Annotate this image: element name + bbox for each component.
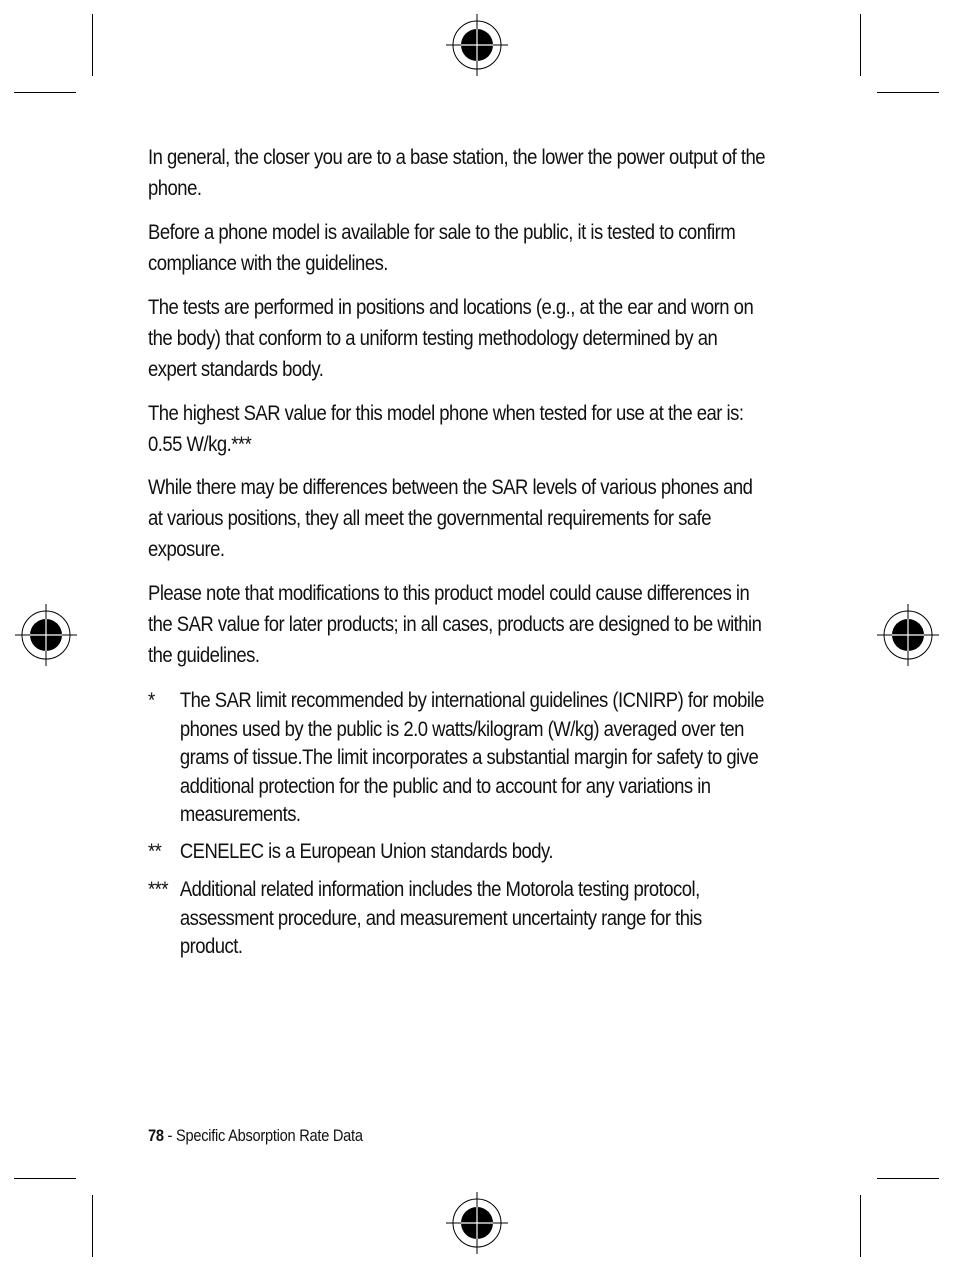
footnote-text: The SAR limit recommended by international guidelines (ICNIRP) for mobile phones used by the public is 2.0 watts/kilogram (W/kg) averaged over ten grams of tissue.The limit incorporates a substantial margin for safety to give additional protection for the public and to account for any variations in measurements. [179,688,764,826]
registration-mark-right-icon [877,604,939,666]
footnote-text: CENELEC is a European Union standards body. [179,839,553,863]
page-footer [148,1126,363,1146]
section-title: Specific Absorption Rate Data [175,1126,363,1145]
paragraph-highest-sar: The highest SAR value for this model phone when tested for use at the ear is: 0.55 W/kg.*** [148,401,744,456]
crop-mark-top-left-horizontal [14,92,76,93]
registration-mark-left-icon [15,604,77,666]
paragraph-test-positions: The tests are performed in positions and locations (e.g., at the ear and worn on the body) that conform to a uniform testing methodology determined by an expert standards body. [148,295,754,381]
paragraph-modifications-note: Please note that modifications to this product model could cause differences in the SAR value for later products; in all cases, products are designed to be within the guidelines. [148,581,762,667]
crop-mark-top-right-horizontal [877,92,939,93]
footnote-marker: ** [148,839,162,863]
footnote-marker: * [148,688,155,712]
crop-mark-bottom-right-horizontal [877,1178,939,1179]
page-number: 78 [148,1126,164,1145]
crop-mark-bottom-left-horizontal [14,1178,76,1179]
footer-separator: - [163,1126,176,1145]
crop-mark-top-right-vertical [860,14,861,76]
footnote-marker: *** [148,877,169,901]
crop-mark-bottom-right-vertical [860,1195,861,1257]
registration-mark-top-icon [446,14,508,76]
paragraph-sar-differences: While there may be differences between the SAR levels of various phones and at various positions, they all meet the governmental requirements for safe exposure. [148,475,753,561]
crop-mark-bottom-left-vertical [92,1195,93,1257]
paragraph-compliance-testing: Before a phone model is available for sale to the public, it is tested to confirm compliance with the guidelines. [148,220,736,275]
footnote-text: Additional related information includes the Motorola testing protocol, assessment procedure, and measurement uncertainty range for this product. [179,877,702,958]
registration-mark-bottom-icon [446,1192,508,1254]
paragraph-power-output: In general, the closer you are to a base station, the lower the power output of the phone. [148,145,766,200]
crop-mark-top-left-vertical [92,14,93,76]
